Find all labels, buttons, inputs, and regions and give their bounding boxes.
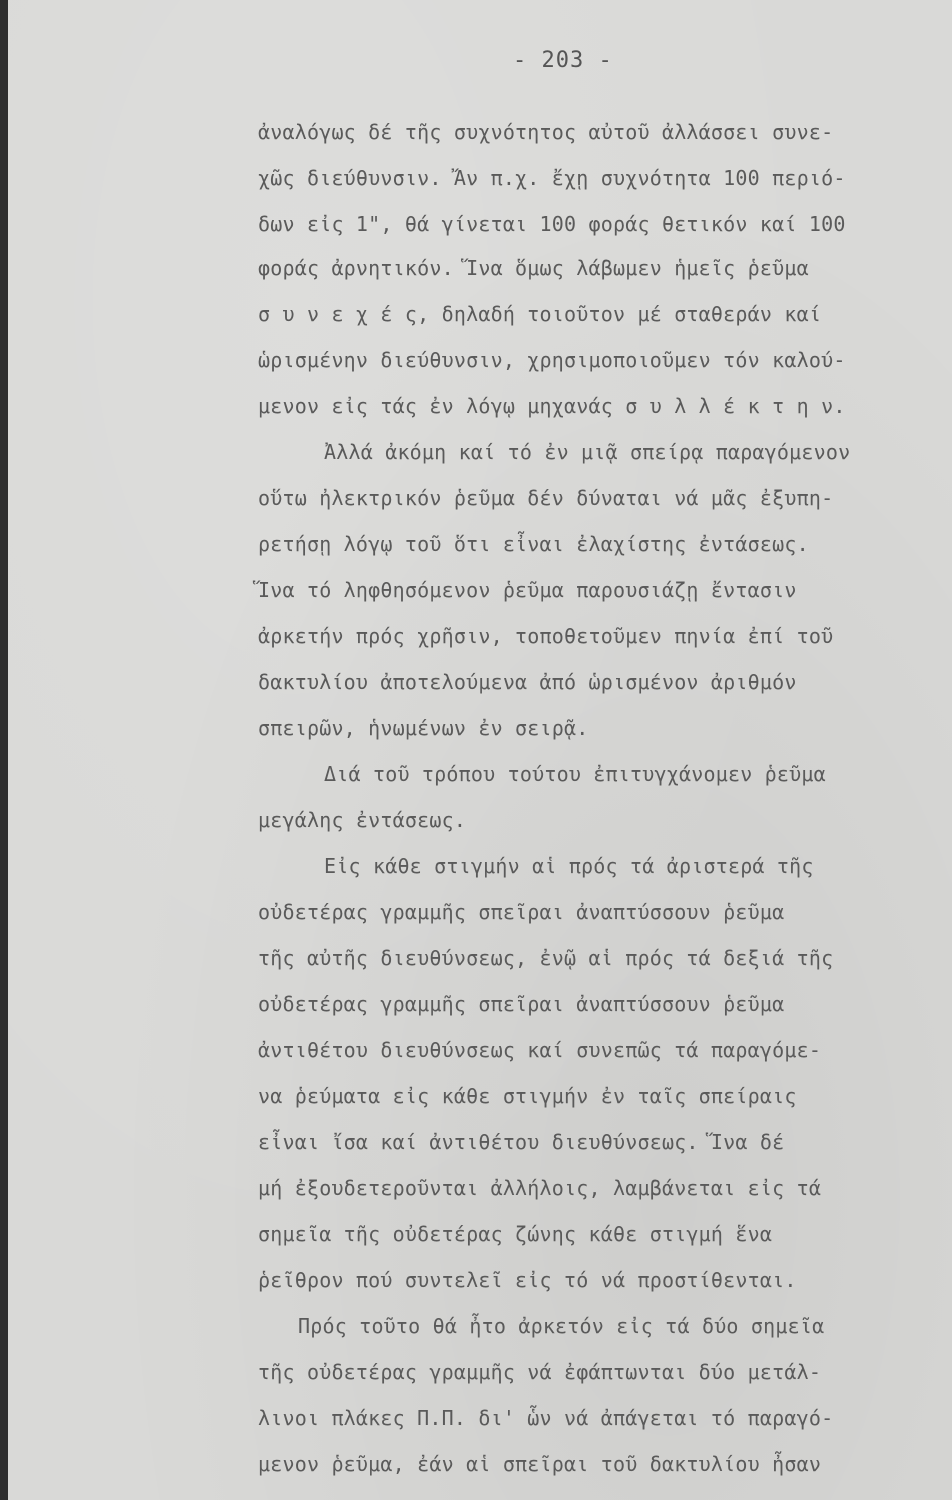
text-line: οὐδετέρας γραμμῆς σπεῖραι ἀναπτύσσουν ῥεῦμα	[258, 992, 785, 1016]
text-line: μενον εἰς τάς ἐν λόγῳ μηχανάς σ υ λ λ έ κ τ η ν.	[258, 394, 846, 418]
text-line: Εἰς κάθε στιγμήν αἱ πρός τά ἀριστερά τῆς	[324, 854, 814, 878]
text-line: οὕτω ἠλεκτρικόν ῥεῦμα δέν δύναται νά μᾶς ἐξυπη-	[258, 486, 834, 510]
text-line: δων εἰς 1", θά γίνεται 100 φοράς θετικόν καί 100	[258, 212, 846, 236]
text-line: μή ἐξουδετεροῦνται ἀλλήλοις, λαμβάνεται εἰς τά	[258, 1176, 822, 1200]
text-line: σπειρῶν, ἡνωμένων ἐν σειρᾷ.	[258, 716, 589, 740]
text-line: δακτυλίου ἀποτελούμενα ἀπό ὡρισμένον ἀριθμόν	[258, 670, 797, 694]
text-line: ἀναλόγως δέ τῆς συχνότητος αὐτοῦ ἀλλάσσει συνε-	[258, 120, 834, 144]
text-line: μεγάλης ἐντάσεως.	[258, 808, 467, 832]
text-line: Ἀλλά ἀκόμη καί τό ἐν μιᾷ σπείρᾳ παραγόμενον	[324, 440, 851, 464]
text-line: μενον ῥεῦμα, ἐάν αἱ σπεῖραι τοῦ δακτυλίου ἦσαν	[258, 1452, 822, 1476]
text-line: εἶναι ἴσα καί ἀντιθέτου διευθύνσεως. Ἵνα δέ	[258, 1130, 785, 1154]
text-line: ἀρκετήν πρός χρῆσιν, τοποθετοῦμεν πηνία ἐπί τοῦ	[258, 624, 834, 648]
text-line: ἀντιθέτου διευθύνσεως καί συνεπῶς τά παραγόμε-	[258, 1038, 822, 1062]
body-text	[8, 0, 952, 1500]
text-line: τῆς αὐτῆς διευθύνσεως, ἐνῷ αἱ πρός τά δεξιά τῆς	[258, 946, 834, 970]
document-page	[8, 0, 952, 1500]
text-line: Πρός τοῦτο θά ἦτο ἀρκετόν εἰς τά δύο σημεῖα	[298, 1314, 825, 1338]
text-line: οὐδετέρας γραμμῆς σπεῖραι ἀναπτύσσουν ῥεῦμα	[258, 900, 785, 924]
text-line: σ υ ν ε χ έ ς, δηλαδή τοιοῦτον μέ σταθεράν καί	[258, 302, 822, 326]
text-line: χῶς διεύθυνσιν. Ἄν π.χ. ἔχῃ συχνότητα 100 περιό-	[258, 166, 846, 190]
text-line: φοράς ἀρνητικόν. Ἵνα ὅμως λάβωμεν ἡμεῖς ῥεῦμα	[258, 256, 809, 280]
text-line: ρετήσῃ λόγῳ τοῦ ὅτι εἶναι ἐλαχίστης ἐντάσεως.	[258, 532, 809, 556]
text-line: σημεῖα τῆς οὐδετέρας ζώνης κάθε στιγμή ἕνα	[258, 1222, 773, 1246]
text-line: ῥεῖθρον πού συντελεῖ εἰς τό νά προστίθενται.	[258, 1268, 797, 1292]
page-number: - 203 -	[513, 48, 613, 73]
text-line: τῆς οὐδετέρας γραμμῆς νά ἐφάπτωνται δύο μετάλ-	[258, 1360, 822, 1384]
text-line: να ῥεύματα εἰς κάθε στιγμήν ἐν ταῖς σπείραις	[258, 1084, 797, 1108]
text-line: Ἵνα τό ληφθησόμενον ῥεῦμα παρουσιάζῃ ἔντασιν	[258, 578, 797, 602]
text-line: λινοι πλάκες Π.Π. δι' ὧν νά ἀπάγεται τό παραγό-	[258, 1406, 834, 1430]
text-line: ὡρισμένην διεύθυνσιν, χρησιμοποιοῦμεν τόν καλού-	[258, 348, 846, 372]
text-line: Διά τοῦ τρόπου τούτου ἐπιτυγχάνομεν ῥεῦμα	[324, 762, 826, 786]
